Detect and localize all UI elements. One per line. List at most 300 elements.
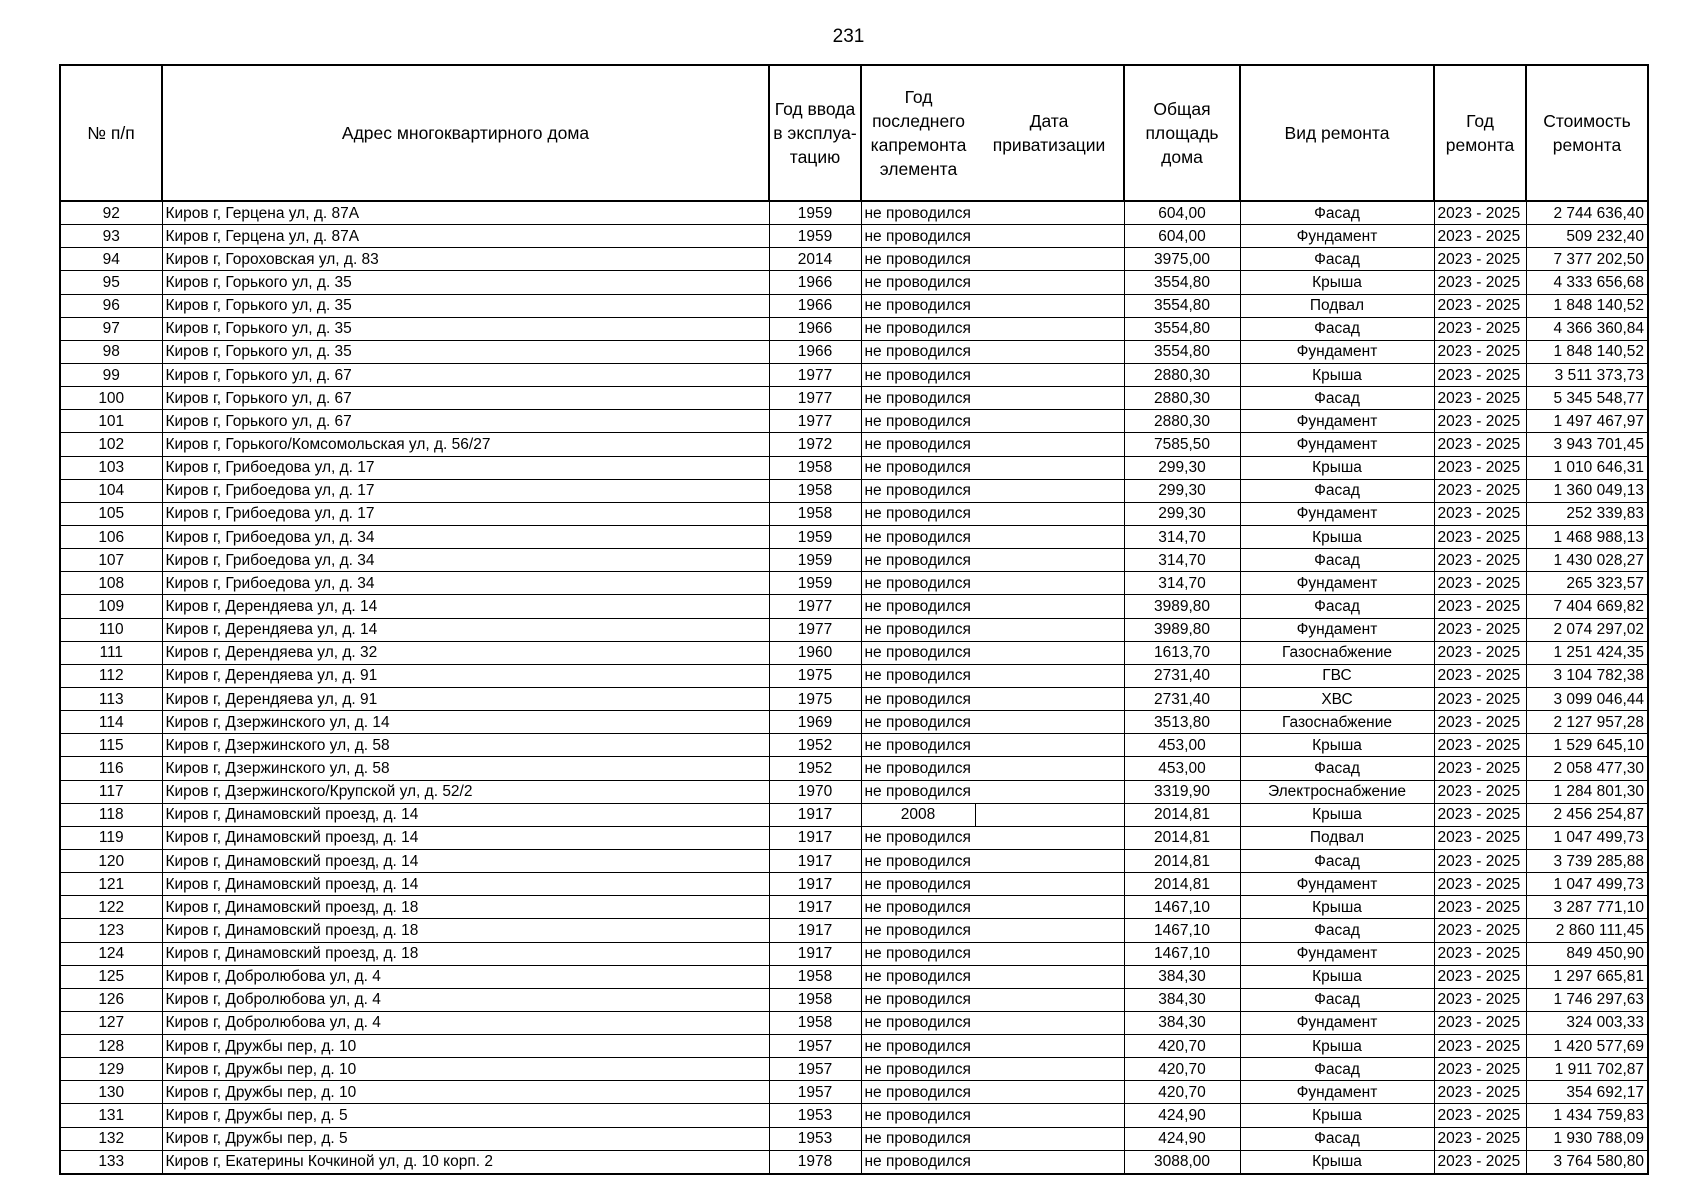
cell-repair-year: 2023 - 2025 [1434,340,1526,363]
cell-area: 2880,30 [1124,410,1240,433]
cell-cost: 2 456 254,87 [1526,803,1648,826]
cell-num: 95 [60,271,162,294]
table-row [60,757,1648,780]
cell-year-built: 1917 [769,919,861,942]
cell-area: 453,00 [1124,734,1240,757]
cell-repair-year: 2023 - 2025 [1434,849,1526,872]
cell-last-repair: не проводился [861,1081,975,1104]
cell-area: 604,00 [1124,225,1240,248]
cell-cost: 7 377 202,50 [1526,248,1648,271]
cell-address: Киров г, Динамовский проезд, д. 18 [162,942,769,965]
cell-privatization [975,780,1124,803]
cell-year-built: 1917 [769,942,861,965]
cell-year-built: 1958 [769,988,861,1011]
cell-year-built: 2014 [769,248,861,271]
cell-privatization [975,988,1124,1011]
cell-cost: 509 232,40 [1526,225,1648,248]
cell-area: 420,70 [1124,1081,1240,1104]
cell-repair-type: Крыша [1240,1150,1434,1174]
cell-year-built: 1978 [769,1150,861,1174]
cell-privatization [975,919,1124,942]
cell-last-repair: не проводился [861,988,975,1011]
cell-privatization [975,896,1124,919]
cell-repair-type: Электроснабжение [1240,780,1434,803]
cell-repair-type: Фасад [1240,919,1434,942]
cell-cost: 2 860 111,45 [1526,919,1648,942]
cell-year-built: 1952 [769,734,861,757]
cell-repair-year: 2023 - 2025 [1434,919,1526,942]
cell-year-built: 1958 [769,456,861,479]
cell-repair-year: 2023 - 2025 [1434,1104,1526,1127]
cell-address: Киров г, Добролюбова ул, д. 4 [162,965,769,988]
cell-repair-type: Крыша [1240,1035,1434,1058]
cell-privatization [975,549,1124,572]
cell-repair-year: 2023 - 2025 [1434,873,1526,896]
table-row [60,248,1648,271]
cell-num: 117 [60,780,162,803]
cell-privatization [975,525,1124,548]
cell-repair-type: Крыша [1240,271,1434,294]
cell-last-repair: не проводился [861,1058,975,1081]
cell-year-built: 1969 [769,711,861,734]
cell-year-built: 1917 [769,826,861,849]
page-number: 231 [832,26,865,47]
cell-num: 105 [60,502,162,525]
table-row [60,1081,1648,1104]
cell-last-repair: не проводился [861,687,975,710]
cell-year-built: 1957 [769,1035,861,1058]
cell-address: Киров г, Горького ул, д. 67 [162,363,769,386]
cell-repair-type: Фундамент [1240,340,1434,363]
cell-address: Киров г, Гороховская ул, д. 83 [162,248,769,271]
cell-privatization [975,757,1124,780]
table-row [60,549,1648,572]
cell-cost: 354 692,17 [1526,1081,1648,1104]
cell-privatization [975,1150,1124,1174]
table-row [60,1150,1648,1174]
table-row [60,201,1648,225]
cell-repair-type: Фасад [1240,479,1434,502]
cell-repair-year: 2023 - 2025 [1434,641,1526,664]
cell-last-repair: не проводился [861,1127,975,1150]
cell-address: Киров г, Екатерины Кочкиной ул, д. 10 корп. 2 [162,1150,769,1174]
cell-repair-year: 2023 - 2025 [1434,1035,1526,1058]
cell-num: 120 [60,849,162,872]
table-row [60,225,1648,248]
cell-last-repair: не проводился [861,248,975,271]
cell-privatization [975,664,1124,687]
cell-num: 125 [60,965,162,988]
table-row [60,294,1648,317]
table-row [60,1127,1648,1150]
cell-repair-year: 2023 - 2025 [1434,387,1526,410]
cell-repair-year: 2023 - 2025 [1434,965,1526,988]
cell-repair-year: 2023 - 2025 [1434,780,1526,803]
table-row [60,849,1648,872]
cell-cost: 4 366 360,84 [1526,317,1648,340]
cell-address: Киров г, Герцена ул, д. 87А [162,225,769,248]
header-cost: Стоимость ремонта [1526,65,1648,201]
cell-address: Киров г, Грибоедова ул, д. 17 [162,479,769,502]
cell-num: 126 [60,988,162,1011]
table-row [60,456,1648,479]
cell-last-repair: не проводился [861,363,975,386]
cell-num: 100 [60,387,162,410]
cell-address: Киров г, Дзержинского ул, д. 58 [162,734,769,757]
cell-num: 101 [60,410,162,433]
cell-year-built: 1917 [769,873,861,896]
cell-year-built: 1977 [769,595,861,618]
table-row [60,664,1648,687]
cell-last-repair: не проводился [861,294,975,317]
cell-privatization [975,1058,1124,1081]
cell-privatization [975,1081,1124,1104]
cell-repair-type: Фасад [1240,988,1434,1011]
cell-repair-type: Фасад [1240,248,1434,271]
cell-year-built: 1972 [769,433,861,456]
cell-privatization [975,363,1124,386]
cell-privatization [975,873,1124,896]
table-row [60,687,1648,710]
cell-last-repair: 2008 [861,803,975,826]
cell-privatization [975,942,1124,965]
cell-last-repair: не проводился [861,757,975,780]
cell-cost: 1 284 801,30 [1526,780,1648,803]
cell-last-repair: не проводился [861,340,975,363]
cell-cost: 1 497 467,97 [1526,410,1648,433]
cell-repair-year: 2023 - 2025 [1434,1011,1526,1034]
cell-num: 111 [60,641,162,664]
cell-address: Киров г, Горького ул, д. 35 [162,294,769,317]
cell-privatization [975,687,1124,710]
cell-repair-type: Крыша [1240,525,1434,548]
cell-address: Киров г, Дзержинского ул, д. 14 [162,711,769,734]
cell-area: 2731,40 [1124,687,1240,710]
cell-address: Киров г, Горького ул, д. 67 [162,387,769,410]
cell-repair-year: 2023 - 2025 [1434,433,1526,456]
cell-area: 2731,40 [1124,664,1240,687]
cell-repair-year: 2023 - 2025 [1434,317,1526,340]
cell-num: 99 [60,363,162,386]
cell-num: 112 [60,664,162,687]
cell-cost: 252 339,83 [1526,502,1648,525]
cell-num: 127 [60,1011,162,1034]
cell-privatization [975,849,1124,872]
cell-repair-type: Фасад [1240,317,1434,340]
table-row [60,803,1648,826]
cell-year-built: 1977 [769,363,861,386]
cell-address: Киров г, Дерендяева ул, д. 14 [162,618,769,641]
table-header-row [60,65,1648,201]
cell-last-repair: не проводился [861,919,975,942]
cell-year-built: 1959 [769,525,861,548]
cell-repair-year: 2023 - 2025 [1434,664,1526,687]
cell-privatization [975,1035,1124,1058]
cell-last-repair: не проводился [861,595,975,618]
cell-privatization [975,711,1124,734]
cell-last-repair: не проводился [861,826,975,849]
cell-privatization [975,201,1124,225]
cell-repair-type: Газоснабжение [1240,711,1434,734]
table-row [60,988,1648,1011]
cell-num: 131 [60,1104,162,1127]
cell-last-repair: не проводился [861,965,975,988]
cell-num: 104 [60,479,162,502]
cell-cost: 1 930 788,09 [1526,1127,1648,1150]
cell-area: 3554,80 [1124,340,1240,363]
cell-year-built: 1959 [769,225,861,248]
cell-privatization [975,271,1124,294]
cell-repair-year: 2023 - 2025 [1434,896,1526,919]
table-row [60,433,1648,456]
cell-num: 122 [60,896,162,919]
cell-cost: 3 099 046,44 [1526,687,1648,710]
cell-year-built: 1957 [769,1081,861,1104]
cell-year-built: 1977 [769,618,861,641]
table-row [60,595,1648,618]
cell-repair-year: 2023 - 2025 [1434,988,1526,1011]
cell-area: 314,70 [1124,572,1240,595]
cell-repair-type: Фундамент [1240,942,1434,965]
cell-last-repair: не проводился [861,225,975,248]
cell-last-repair: не проводился [861,942,975,965]
cell-address: Киров г, Динамовский проезд, д. 18 [162,896,769,919]
cell-area: 2014,81 [1124,849,1240,872]
table-row [60,896,1648,919]
cell-num: 96 [60,294,162,317]
cell-last-repair: не проводился [861,734,975,757]
cell-address: Киров г, Грибоедова ул, д. 34 [162,549,769,572]
table-row [60,942,1648,965]
cell-privatization [975,1011,1124,1034]
cell-repair-year: 2023 - 2025 [1434,410,1526,433]
cell-year-built: 1977 [769,410,861,433]
cell-address: Киров г, Динамовский проезд, д. 18 [162,919,769,942]
cell-address: Киров г, Горького/Комсомольская ул, д. 56/27 [162,433,769,456]
header-privatization: Дата приватизации [975,65,1124,201]
cell-num: 110 [60,618,162,641]
table-row [60,780,1648,803]
cell-area: 299,30 [1124,479,1240,502]
cell-address: Киров г, Дзержинского/Крупской ул, д. 52/2 [162,780,769,803]
cell-num: 92 [60,201,162,225]
cell-cost: 1 420 577,69 [1526,1035,1648,1058]
cell-num: 132 [60,1127,162,1150]
cell-repair-year: 2023 - 2025 [1434,757,1526,780]
cell-num: 113 [60,687,162,710]
cell-privatization [975,410,1124,433]
cell-last-repair: не проводился [861,664,975,687]
cell-last-repair: не проводился [861,317,975,340]
cell-address: Киров г, Дерендяева ул, д. 91 [162,664,769,687]
cell-privatization [975,965,1124,988]
cell-repair-year: 2023 - 2025 [1434,271,1526,294]
cell-address: Киров г, Дерендяева ул, д. 91 [162,687,769,710]
cell-area: 2014,81 [1124,873,1240,896]
cell-privatization [975,595,1124,618]
cell-repair-type: Крыша [1240,965,1434,988]
cell-repair-type: Фасад [1240,757,1434,780]
cell-cost: 3 287 771,10 [1526,896,1648,919]
cell-repair-year: 2023 - 2025 [1434,1127,1526,1150]
cell-address: Киров г, Динамовский проезд, д. 14 [162,803,769,826]
cell-year-built: 1970 [769,780,861,803]
cell-cost: 3 764 580,80 [1526,1150,1648,1174]
cell-num: 123 [60,919,162,942]
cell-area: 3975,00 [1124,248,1240,271]
cell-cost: 3 511 373,73 [1526,363,1648,386]
cell-privatization [975,734,1124,757]
cell-privatization [975,618,1124,641]
cell-repair-year: 2023 - 2025 [1434,1058,1526,1081]
cell-repair-year: 2023 - 2025 [1434,479,1526,502]
cell-num: 115 [60,734,162,757]
table-row [60,1058,1648,1081]
cell-year-built: 1966 [769,271,861,294]
cell-repair-year: 2023 - 2025 [1434,1150,1526,1174]
cell-cost: 1 434 759,83 [1526,1104,1648,1127]
cell-repair-type: Фасад [1240,1058,1434,1081]
cell-repair-type: Фундамент [1240,433,1434,456]
cell-address: Киров г, Горького ул, д. 35 [162,271,769,294]
cell-area: 420,70 [1124,1058,1240,1081]
cell-cost: 324 003,33 [1526,1011,1648,1034]
cell-num: 128 [60,1035,162,1058]
cell-address: Киров г, Динамовский проезд, д. 14 [162,849,769,872]
cell-last-repair: не проводился [861,896,975,919]
cell-cost: 3 104 782,38 [1526,664,1648,687]
cell-address: Киров г, Грибоедова ул, д. 34 [162,525,769,548]
cell-privatization [975,294,1124,317]
cell-privatization [975,248,1124,271]
table-row [60,734,1648,757]
cell-area: 3989,80 [1124,595,1240,618]
cell-year-built: 1917 [769,849,861,872]
cell-area: 3088,00 [1124,1150,1240,1174]
cell-cost: 1 848 140,52 [1526,340,1648,363]
cell-cost: 5 345 548,77 [1526,387,1648,410]
cell-last-repair: не проводился [861,525,975,548]
cell-address: Киров г, Дзержинского ул, д. 58 [162,757,769,780]
table-row [60,618,1648,641]
table-row [60,572,1648,595]
cell-last-repair: не проводился [861,387,975,410]
cell-repair-year: 2023 - 2025 [1434,525,1526,548]
cell-num: 94 [60,248,162,271]
cell-cost: 2 074 297,02 [1526,618,1648,641]
cell-num: 107 [60,549,162,572]
cell-repair-type: Крыша [1240,456,1434,479]
cell-last-repair: не проводился [861,780,975,803]
cell-num: 97 [60,317,162,340]
cell-repair-type: ГВС [1240,664,1434,687]
cell-cost: 1 529 645,10 [1526,734,1648,757]
cell-privatization [975,826,1124,849]
cell-num: 116 [60,757,162,780]
cell-last-repair: не проводился [861,410,975,433]
cell-year-built: 1966 [769,340,861,363]
cell-cost: 1 251 424,35 [1526,641,1648,664]
table-row [60,711,1648,734]
table-row [60,387,1648,410]
cell-cost: 1 360 049,13 [1526,479,1648,502]
cell-year-built: 1960 [769,641,861,664]
cell-area: 314,70 [1124,549,1240,572]
cell-repair-year: 2023 - 2025 [1434,294,1526,317]
cell-area: 1467,10 [1124,942,1240,965]
cell-cost: 7 404 669,82 [1526,595,1648,618]
cell-area: 2014,81 [1124,803,1240,826]
table-row [60,525,1648,548]
cell-area: 2014,81 [1124,826,1240,849]
cell-last-repair: не проводился [861,271,975,294]
cell-address: Киров г, Дружбы пер, д. 5 [162,1104,769,1127]
cell-address: Киров г, Грибоедова ул, д. 17 [162,456,769,479]
cell-last-repair: не проводился [861,1104,975,1127]
cell-repair-year: 2023 - 2025 [1434,201,1526,225]
cell-area: 384,30 [1124,965,1240,988]
cell-address: Киров г, Дружбы пер, д. 10 [162,1058,769,1081]
cell-privatization [975,572,1124,595]
cell-address: Киров г, Дерендяева ул, д. 14 [162,595,769,618]
cell-address: Киров г, Дружбы пер, д. 10 [162,1035,769,1058]
cell-cost: 1 430 028,27 [1526,549,1648,572]
cell-repair-type: Фундамент [1240,225,1434,248]
cell-year-built: 1975 [769,664,861,687]
header-year-built: Год ввода в эксплуа-тацию [769,65,861,201]
cell-year-built: 1958 [769,1011,861,1034]
cell-area: 424,90 [1124,1127,1240,1150]
cell-cost: 849 450,90 [1526,942,1648,965]
cell-cost: 1 911 702,87 [1526,1058,1648,1081]
cell-repair-type: Фундамент [1240,1011,1434,1034]
cell-cost: 1 468 988,13 [1526,525,1648,548]
cell-cost: 2 744 636,40 [1526,201,1648,225]
cell-num: 106 [60,525,162,548]
cell-area: 3319,90 [1124,780,1240,803]
cell-repair-year: 2023 - 2025 [1434,502,1526,525]
cell-area: 2880,30 [1124,387,1240,410]
cell-last-repair: не проводился [861,618,975,641]
cell-repair-type: ХВС [1240,687,1434,710]
cell-year-built: 1966 [769,317,861,340]
cell-privatization [975,456,1124,479]
cell-num: 118 [60,803,162,826]
table-row [60,479,1648,502]
cell-year-built: 1977 [769,387,861,410]
table-row [60,363,1648,386]
cell-privatization [975,225,1124,248]
cell-num: 98 [60,340,162,363]
cell-privatization [975,479,1124,502]
cell-cost: 2 058 477,30 [1526,757,1648,780]
cell-area: 3513,80 [1124,711,1240,734]
cell-area: 384,30 [1124,988,1240,1011]
cell-cost: 1 746 297,63 [1526,988,1648,1011]
cell-repair-year: 2023 - 2025 [1434,549,1526,572]
cell-num: 130 [60,1081,162,1104]
cell-num: 102 [60,433,162,456]
cell-area: 7585,50 [1124,433,1240,456]
cell-repair-type: Фундамент [1240,410,1434,433]
header-num: № п/п [60,65,162,201]
cell-year-built: 1953 [769,1127,861,1150]
cell-repair-type: Фасад [1240,849,1434,872]
table-row [60,919,1648,942]
cell-area: 1467,10 [1124,919,1240,942]
table-row [60,410,1648,433]
cell-area: 299,30 [1124,456,1240,479]
